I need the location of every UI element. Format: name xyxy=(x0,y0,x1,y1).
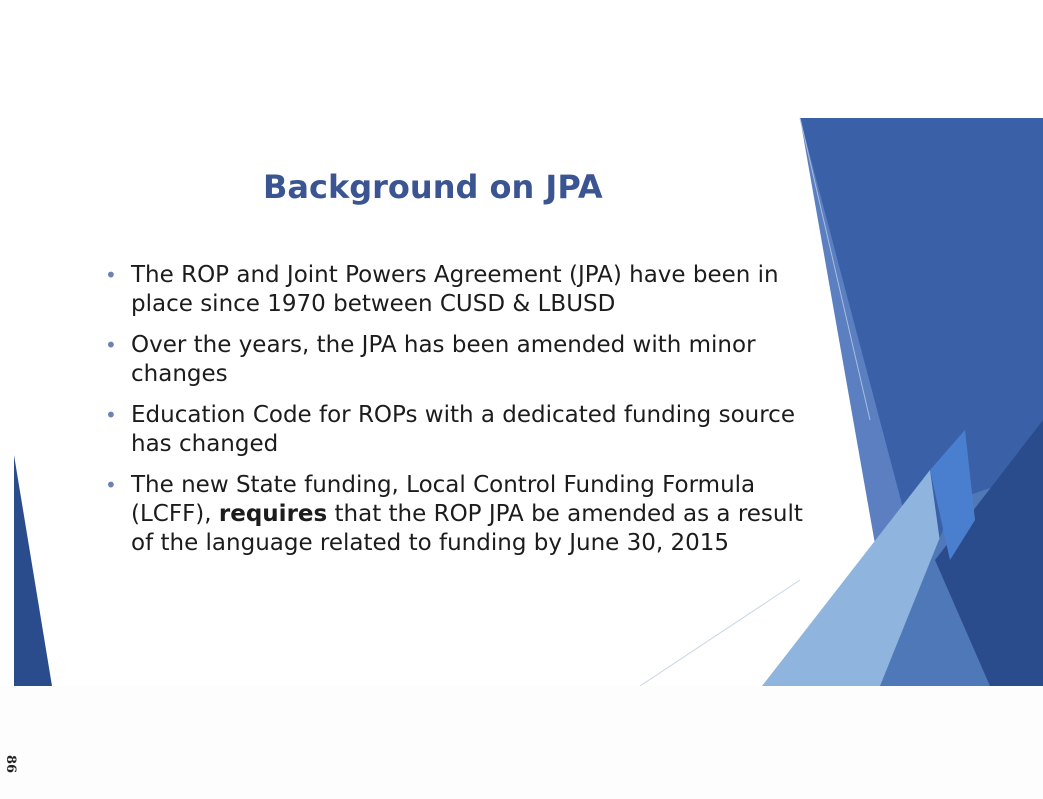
bullet-dot-icon: • xyxy=(105,473,117,497)
bullet-dot-icon: • xyxy=(105,263,117,287)
bullet-item xyxy=(105,401,825,459)
bullet-item xyxy=(105,261,825,319)
bullet-item xyxy=(105,331,825,389)
bullet-text: The ROP and Joint Powers Agreement (JPA) have been in place since 1970 between CUSD & LBUSD xyxy=(131,262,779,317)
bullet-text-after: that the ROP JPA be amended as a result of the language related to funding by June 30, 2015 xyxy=(131,501,803,556)
bullet-text: Over the years, the JPA has been amended with minor changes xyxy=(131,332,756,387)
bullet-text-before: The new State funding, Local Control Funding Formula (LCFF), xyxy=(131,472,756,527)
bullet-item xyxy=(105,471,825,558)
bullet-text xyxy=(131,472,803,556)
page-number: 86 xyxy=(3,755,18,774)
bullet-list xyxy=(105,261,825,570)
bullet-dot-icon: • xyxy=(105,333,117,357)
bullet-text-emphasis: requires xyxy=(218,501,328,527)
slide-title: Background on JPA xyxy=(263,168,603,206)
bullet-text: Education Code for ROPs with a dedicated funding source has changed xyxy=(131,402,795,457)
bullet-dot-icon: • xyxy=(105,403,117,427)
